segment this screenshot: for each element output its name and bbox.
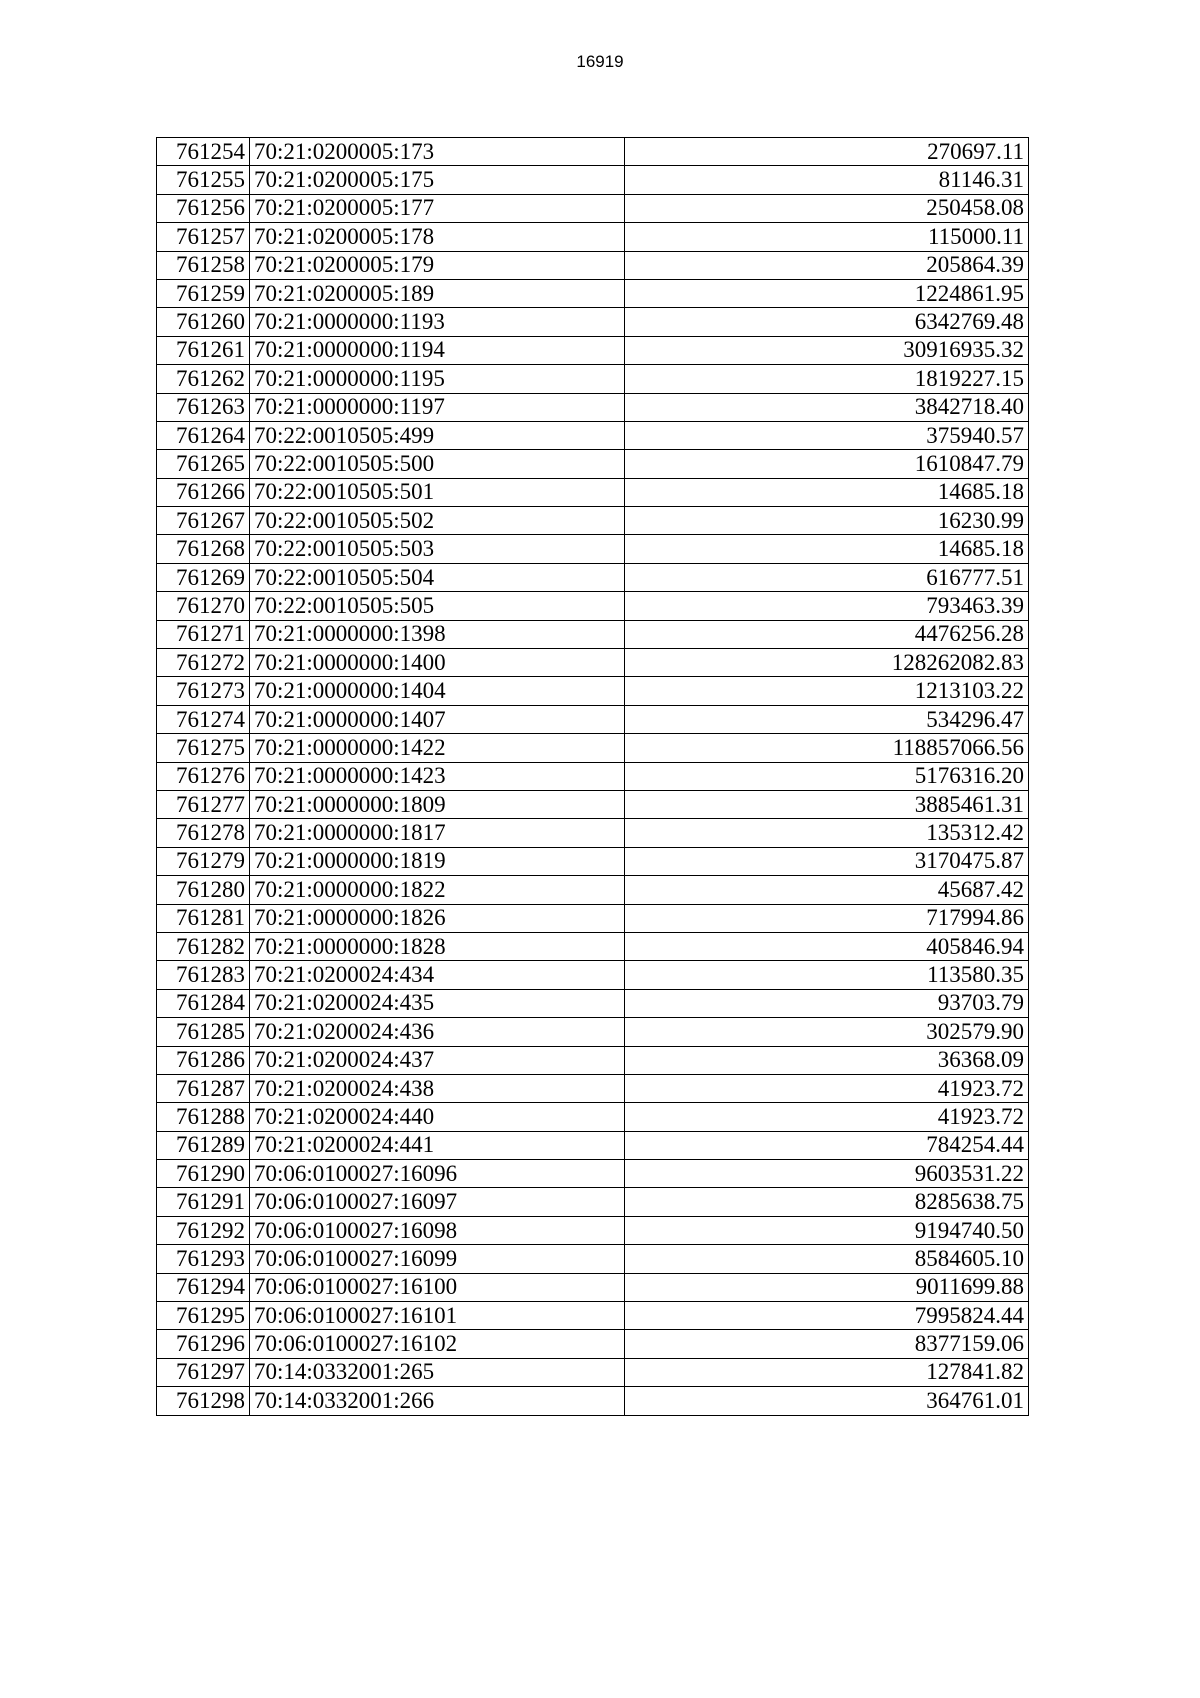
table-row [157,1358,1029,1386]
row-number-cell: 761259 [157,279,250,307]
table-row [157,336,1029,364]
table-row [157,1074,1029,1102]
cadastral-value-cell: 8377159.06 [625,1330,1029,1358]
cadastral-number-cell: 70:22:0010505:503 [250,535,625,563]
cadastral-number-cell: 70:06:0100027:16098 [250,1216,625,1244]
cadastral-number-cell: 70:21:0000000:1828 [250,932,625,960]
row-number-cell: 761267 [157,507,250,535]
row-number-cell: 761271 [157,620,250,648]
row-number-cell: 761289 [157,1131,250,1159]
cadastral-value-cell: 128262082.83 [625,649,1029,677]
cadastral-value-cell: 793463.39 [625,592,1029,620]
cadastral-value-cell: 14685.18 [625,535,1029,563]
cadastral-value-cell: 113580.35 [625,961,1029,989]
cadastral-number-cell: 70:21:0200005:175 [250,166,625,194]
row-number-cell: 761282 [157,932,250,960]
cadastral-number-cell: 70:21:0000000:1195 [250,365,625,393]
table-row [157,507,1029,535]
row-number-cell: 761276 [157,762,250,790]
row-number-cell: 761263 [157,393,250,421]
cadastral-number-cell: 70:21:0000000:1407 [250,705,625,733]
table-row [157,450,1029,478]
row-number-cell: 761285 [157,1018,250,1046]
cadastral-number-cell: 70:21:0200024:434 [250,961,625,989]
cadastral-value-cell: 4476256.28 [625,620,1029,648]
cadastral-value-cell: 5176316.20 [625,762,1029,790]
cadastral-number-cell: 70:22:0010505:502 [250,507,625,535]
row-number-cell: 761297 [157,1358,250,1386]
cadastral-number-cell: 70:21:0200005:179 [250,251,625,279]
cadastral-value-cell: 16230.99 [625,507,1029,535]
row-number-cell: 761279 [157,847,250,875]
row-number-cell: 761266 [157,478,250,506]
cadastral-value-cell: 1819227.15 [625,365,1029,393]
row-number-cell: 761258 [157,251,250,279]
table-row [157,1018,1029,1046]
row-number-cell: 761273 [157,677,250,705]
cadastral-value-cell: 115000.11 [625,223,1029,251]
cadastral-value-cell: 302579.90 [625,1018,1029,1046]
row-number-cell: 761260 [157,308,250,336]
cadastral-number-cell: 70:21:0200024:440 [250,1103,625,1131]
row-number-cell: 761277 [157,790,250,818]
cadastral-number-cell: 70:21:0200024:437 [250,1046,625,1074]
row-number-cell: 761287 [157,1074,250,1102]
table-row [157,762,1029,790]
cadastral-value-cell: 7995824.44 [625,1302,1029,1330]
table-row [157,620,1029,648]
table-row [157,1160,1029,1188]
cadastral-number-cell: 70:22:0010505:504 [250,563,625,591]
row-number-cell: 761293 [157,1245,250,1273]
table-row [157,592,1029,620]
row-number-cell: 761262 [157,365,250,393]
table-row [157,649,1029,677]
cadastral-number-cell: 70:21:0200005:178 [250,223,625,251]
table-row [157,734,1029,762]
cadastral-number-cell: 70:14:0332001:265 [250,1358,625,1386]
cadastral-value-cell: 405846.94 [625,932,1029,960]
cadastral-value-cell: 127841.82 [625,1358,1029,1386]
row-number-cell: 761261 [157,336,250,364]
cadastral-number-cell: 70:21:0200024:438 [250,1074,625,1102]
row-number-cell: 761283 [157,961,250,989]
cadastral-value-cell: 270697.11 [625,138,1029,166]
cadastral-value-cell: 1610847.79 [625,450,1029,478]
cadastral-value-cell: 3842718.40 [625,393,1029,421]
row-number-cell: 761294 [157,1273,250,1301]
cadastral-value-cell: 3885461.31 [625,790,1029,818]
table-row [157,251,1029,279]
cadastral-number-cell: 70:21:0000000:1422 [250,734,625,762]
cadastral-number-cell: 70:06:0100027:16096 [250,1160,625,1188]
table-row [157,1216,1029,1244]
table-row [157,1046,1029,1074]
cadastral-number-cell: 70:21:0200005:173 [250,138,625,166]
cadastral-value-cell: 534296.47 [625,705,1029,733]
row-number-cell: 761254 [157,138,250,166]
cadastral-number-cell: 70:21:0200024:436 [250,1018,625,1046]
cadastral-value-cell: 250458.08 [625,194,1029,222]
table-row [157,819,1029,847]
row-number-cell: 761298 [157,1387,250,1415]
cadastral-number-cell: 70:21:0200024:441 [250,1131,625,1159]
table-row [157,365,1029,393]
row-number-cell: 761295 [157,1302,250,1330]
cadastral-number-cell: 70:06:0100027:16101 [250,1302,625,1330]
table-row [157,279,1029,307]
row-number-cell: 761296 [157,1330,250,1358]
row-number-cell: 761290 [157,1160,250,1188]
row-number-cell: 761257 [157,223,250,251]
table-row [157,677,1029,705]
cadastral-number-cell: 70:21:0000000:1197 [250,393,625,421]
cadastral-value-cell: 8285638.75 [625,1188,1029,1216]
table-row [157,790,1029,818]
cadastral-number-cell: 70:06:0100027:16102 [250,1330,625,1358]
cadastral-number-cell: 70:21:0200005:177 [250,194,625,222]
row-number-cell: 761265 [157,450,250,478]
table-body [157,138,1029,1416]
row-number-cell: 761272 [157,649,250,677]
row-number-cell: 761264 [157,421,250,449]
cadastral-value-cell: 616777.51 [625,563,1029,591]
cadastral-value-cell: 36368.09 [625,1046,1029,1074]
row-number-cell: 761286 [157,1046,250,1074]
cadastral-number-cell: 70:21:0000000:1819 [250,847,625,875]
cadastral-number-cell: 70:21:0000000:1193 [250,308,625,336]
cadastral-value-cell: 717994.86 [625,904,1029,932]
table-row [157,393,1029,421]
table-row [157,1387,1029,1415]
table-row [157,1302,1029,1330]
cadastral-number-cell: 70:22:0010505:501 [250,478,625,506]
cadastral-value-cell: 81146.31 [625,166,1029,194]
table-row [157,705,1029,733]
cadastral-number-cell: 70:21:0000000:1400 [250,649,625,677]
cadastral-value-cell: 45687.42 [625,876,1029,904]
table-row [157,166,1029,194]
cadastral-value-cell: 375940.57 [625,421,1029,449]
cadastral-number-cell: 70:21:0000000:1817 [250,819,625,847]
cadastral-value-cell: 9011699.88 [625,1273,1029,1301]
table-row [157,932,1029,960]
table-row [157,138,1029,166]
table-row [157,1188,1029,1216]
row-number-cell: 761256 [157,194,250,222]
table-row [157,478,1029,506]
table-row [157,1330,1029,1358]
cadastral-value-cell: 118857066.56 [625,734,1029,762]
cadastral-number-cell: 70:21:0000000:1809 [250,790,625,818]
table-row [157,989,1029,1017]
cadastral-number-cell: 70:21:0000000:1826 [250,904,625,932]
cadastral-value-cell: 41923.72 [625,1103,1029,1131]
table-row [157,904,1029,932]
row-number-cell: 761291 [157,1188,250,1216]
table-row [157,1103,1029,1131]
row-number-cell: 761269 [157,563,250,591]
cadastral-value-cell: 1213103.22 [625,677,1029,705]
table-row [157,1273,1029,1301]
cadastral-value-cell: 1224861.95 [625,279,1029,307]
table-row [157,194,1029,222]
row-number-cell: 761280 [157,876,250,904]
table-row [157,421,1029,449]
cadastral-number-cell: 70:21:0000000:1404 [250,677,625,705]
row-number-cell: 761281 [157,904,250,932]
cadastral-number-cell: 70:21:0200005:189 [250,279,625,307]
row-number-cell: 761288 [157,1103,250,1131]
cadastral-number-cell: 70:21:0000000:1822 [250,876,625,904]
table-row [157,961,1029,989]
cadastral-number-cell: 70:21:0000000:1194 [250,336,625,364]
table-row [157,223,1029,251]
table-row [157,535,1029,563]
cadastral-value-cell: 8584605.10 [625,1245,1029,1273]
cadastral-value-cell: 6342769.48 [625,308,1029,336]
cadastral-number-cell: 70:22:0010505:499 [250,421,625,449]
row-number-cell: 761284 [157,989,250,1017]
row-number-cell: 761275 [157,734,250,762]
cadastral-value-cell: 9194740.50 [625,1216,1029,1244]
cadastral-number-cell: 70:22:0010505:500 [250,450,625,478]
row-number-cell: 761292 [157,1216,250,1244]
cadastral-number-cell: 70:22:0010505:505 [250,592,625,620]
cadastral-value-cell: 364761.01 [625,1387,1029,1415]
cadastral-number-cell: 70:14:0332001:266 [250,1387,625,1415]
row-number-cell: 761268 [157,535,250,563]
table-row [157,876,1029,904]
table-row [157,1131,1029,1159]
table-row [157,847,1029,875]
page-number: 16919 [576,52,624,71]
cadastral-value-cell: 205864.39 [625,251,1029,279]
row-number-cell: 761278 [157,819,250,847]
cadastral-value-table [156,137,1029,1416]
row-number-cell: 761270 [157,592,250,620]
cadastral-number-cell: 70:06:0100027:16099 [250,1245,625,1273]
cadastral-value-cell: 93703.79 [625,989,1029,1017]
row-number-cell: 761255 [157,166,250,194]
table-row [157,1245,1029,1273]
cadastral-number-cell: 70:21:0000000:1398 [250,620,625,648]
cadastral-value-cell: 41923.72 [625,1074,1029,1102]
cadastral-value-cell: 30916935.32 [625,336,1029,364]
cadastral-number-cell: 70:21:0000000:1423 [250,762,625,790]
cadastral-number-cell: 70:06:0100027:16100 [250,1273,625,1301]
cadastral-value-cell: 9603531.22 [625,1160,1029,1188]
cadastral-value-cell: 3170475.87 [625,847,1029,875]
table-row [157,308,1029,336]
table-row [157,563,1029,591]
row-number-cell: 761274 [157,705,250,733]
cadastral-value-cell: 784254.44 [625,1131,1029,1159]
cadastral-value-cell: 14685.18 [625,478,1029,506]
cadastral-value-cell: 135312.42 [625,819,1029,847]
cadastral-number-cell: 70:21:0200024:435 [250,989,625,1017]
cadastral-number-cell: 70:06:0100027:16097 [250,1188,625,1216]
